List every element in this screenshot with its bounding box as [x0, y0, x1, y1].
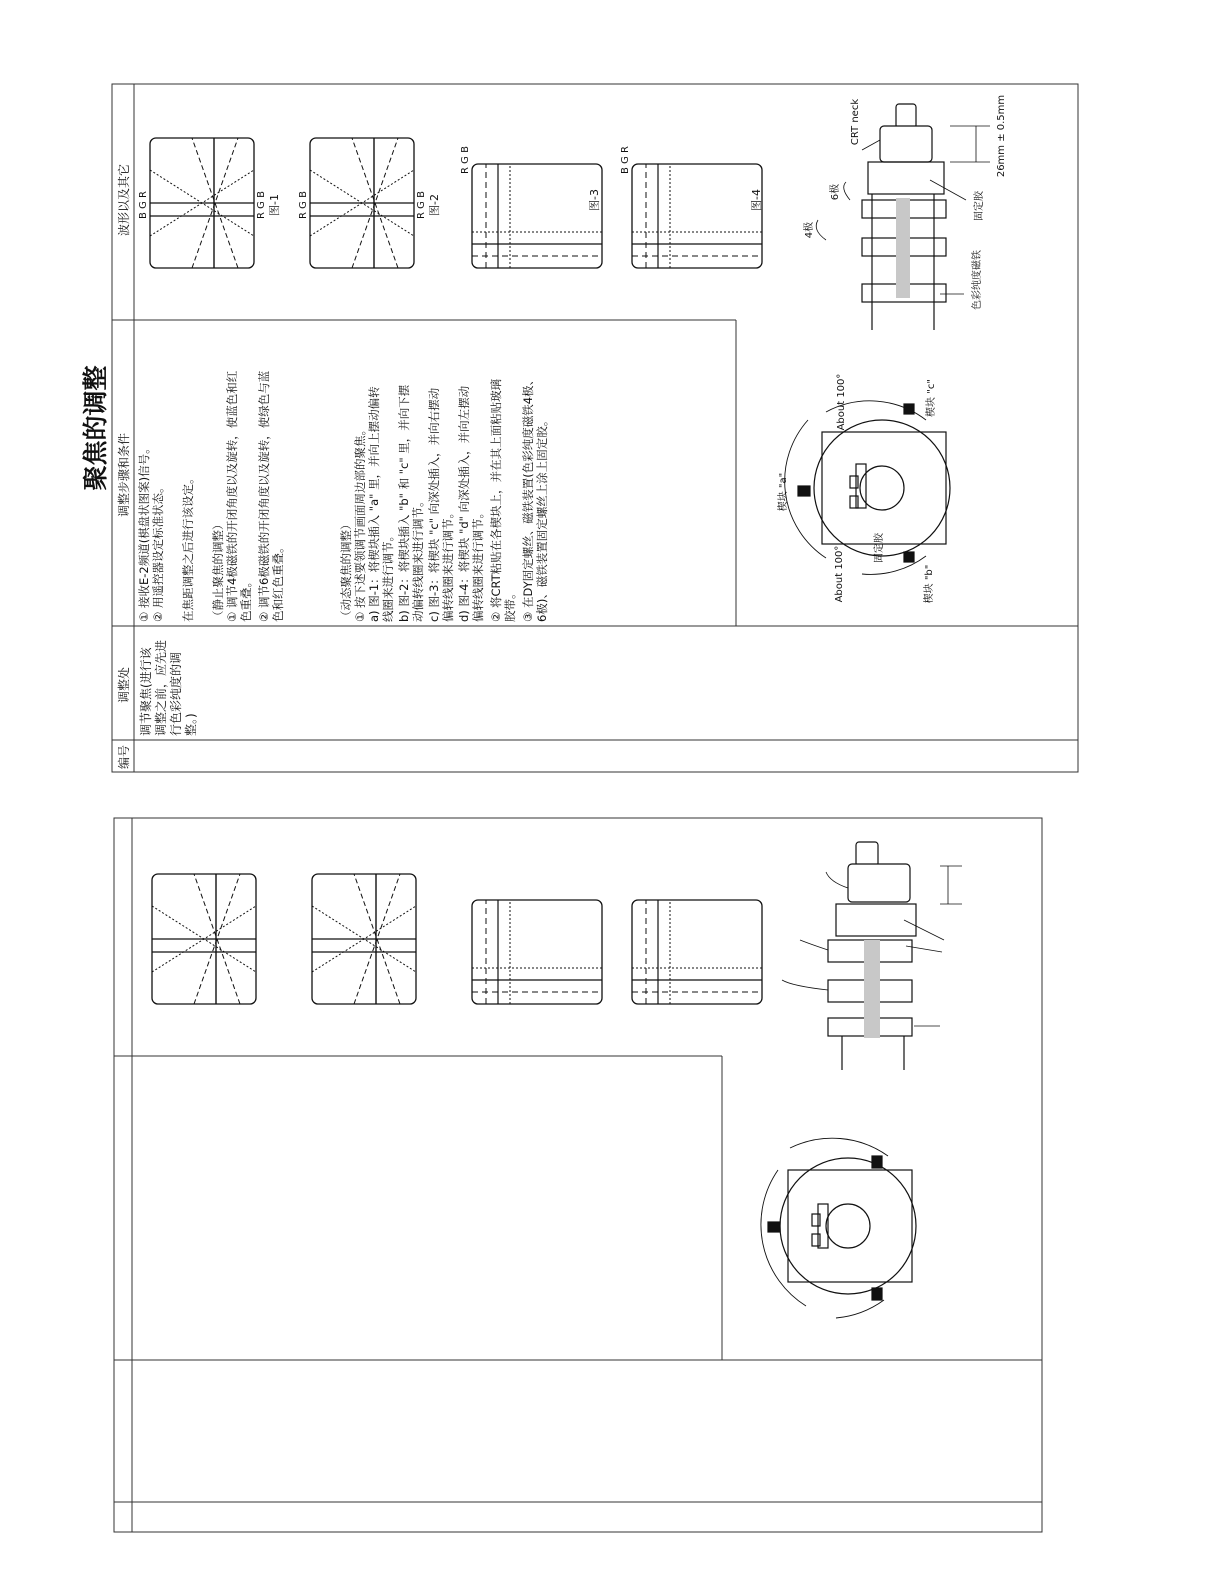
location-text [138, 640, 198, 736]
wedge-a-label: 楔块 "a" [778, 472, 789, 512]
procedure-line: 偏转线圈来进行调节。 [441, 507, 455, 622]
location-line: 整。) [184, 713, 198, 736]
pole6-label: 6极 [830, 183, 841, 201]
fig4-top-labels: B G R [620, 146, 631, 174]
about-100-bottom: About 100° [834, 545, 845, 603]
fig1-right-labels: R G B [256, 191, 267, 219]
wedge-c-label: 楔块 "c" [926, 379, 937, 417]
wedge-diagram [785, 401, 950, 575]
header-location: 调整处 [117, 666, 131, 704]
crt-neck-diagram [816, 104, 990, 330]
lower-template-frame [114, 818, 1042, 1532]
location-line: 行色彩纯度的调 [169, 651, 183, 736]
wedge-b-label: 楔块 "b" [924, 564, 935, 604]
fig3-label: 图-3 [588, 189, 601, 211]
header-waveform: 波形以及其它 [117, 163, 131, 237]
crt-dimension-label: 26mm ± 0.5mm [996, 94, 1007, 178]
lower-crt-neck-diagram [782, 842, 962, 1070]
header-number: 编号 [117, 744, 131, 770]
procedure-line: 偏转线圈来进行调节。 [471, 507, 485, 622]
procedure-line: （动态聚焦的调整） [339, 518, 353, 622]
lower-figure-1 [152, 874, 256, 1004]
figure-2 [298, 138, 441, 268]
about-100-top: About 100° [836, 373, 847, 431]
page-title: 聚焦的调整 [81, 365, 110, 491]
procedure-line: 色和红色重叠。 [271, 541, 285, 622]
lower-figure-3 [472, 900, 602, 1004]
fig2-right-labels: R G B [416, 191, 427, 219]
pole4-label: 4极 [804, 221, 815, 239]
fig3-top-labels: R G B [460, 146, 471, 174]
fig1-left-labels: B G R [138, 191, 149, 219]
procedure-line: 6极)、磁铁装置固定螺丝上涂上固定胶。 [535, 414, 549, 622]
procedure-line: ② 调节6极磁铁的开闭角度以及旋转，使绿色与蓝 [257, 370, 271, 622]
fig4-label: 图-4 [750, 189, 763, 211]
procedure-line: ① 按下述要领调节画面周边部的聚焦。 [353, 424, 367, 622]
figure-3 [460, 146, 602, 268]
fig2-label: 图-2 [428, 194, 441, 216]
wedge-adhesive-label: 固定胶 [874, 533, 885, 563]
procedure-line: a) 图-1：将楔块插入 "a" 里，并向上摆动偏转 [367, 386, 381, 622]
lower-wedge-diagram [761, 1138, 916, 1318]
procedure-line: ② 用遥控器设定标准状态。 [151, 481, 165, 622]
crt-neck-label: CRT neck [850, 98, 861, 146]
lower-figure-2 [312, 874, 416, 1004]
procedure-line: b) 图-2：将楔块插入 "b" 和 "c" 里，并向下摆 [397, 384, 411, 622]
procedure-line: 色重叠。 [239, 576, 253, 622]
procedure-line: 线圈来进行调节。 [381, 530, 395, 622]
procedure-line: d) 图-4：将楔块 "d" 向深处插入，并向左摆动 [457, 385, 471, 622]
location-line: 调整之前，应先进 [154, 639, 168, 736]
procedure-text [137, 370, 549, 622]
procedure-line: 动偏转线圈来进行调节。 [411, 495, 425, 622]
procedure-line: 在焦距调整之后进行该设定。 [181, 472, 195, 622]
header-procedure: 调整步骤和条件 [117, 432, 131, 518]
procedure-line: ① 调节4极磁铁的开闭角度以及旋转，使蓝色和红 [225, 370, 239, 622]
procedure-line: c) 图-3：将楔块 "c" 向深处插入，并向右摆动 [427, 387, 441, 622]
procedure-line: 胶带。 [503, 587, 517, 622]
location-line: 调节聚焦(进行该 [139, 647, 153, 736]
figure-4 [620, 146, 763, 268]
purity-magnet-label: 色彩纯度磁铁 [972, 250, 983, 310]
figure-1 [138, 138, 281, 268]
procedure-line: ② 将CRT粘贴在各楔块上，并在其上面粘贴玻璃 [489, 378, 503, 622]
fig1-label: 图-1 [268, 194, 281, 216]
procedure-line: ③ 在DY固定螺丝、磁铁装置(色彩纯度磁铁4极、 [521, 373, 535, 622]
fig2-left-labels: R G B [298, 191, 309, 219]
adhesive-label: 固定胶 [974, 191, 985, 221]
procedure-line: （静止聚焦的调整） [211, 518, 225, 622]
procedure-line: ① 接收E-2频道(棋盘状图案)信号。 [137, 442, 151, 622]
lower-figure-4 [632, 900, 762, 1004]
